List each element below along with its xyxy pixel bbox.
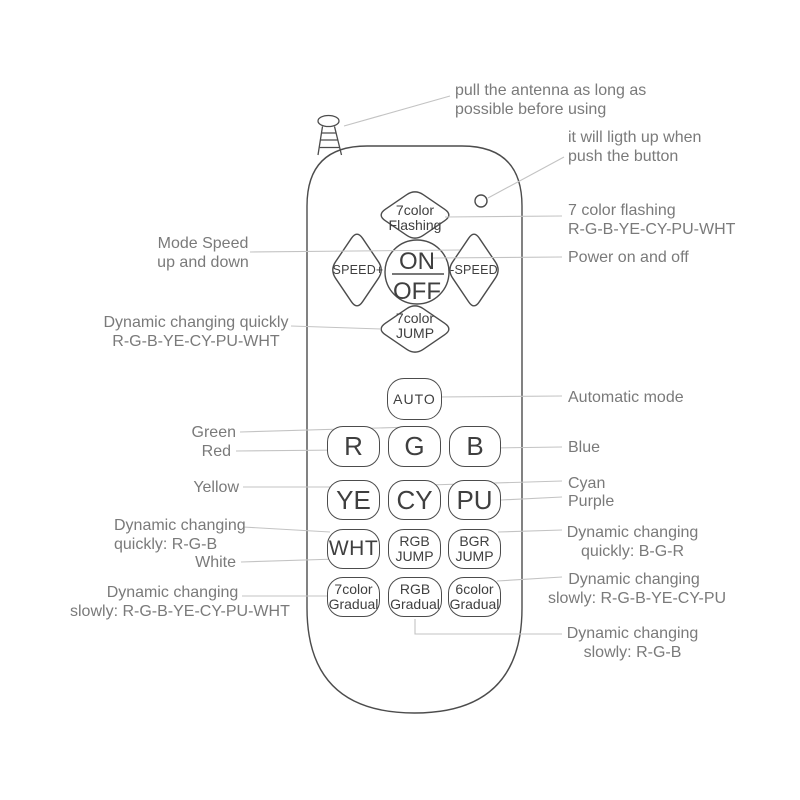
button-rgb-gradual[interactable]: RGB Gradual [388, 577, 442, 617]
annotation-white: White [195, 554, 236, 571]
annotation-dyn-quick-7: Dynamic changing quickly R-G-B-YE-CY-PU-WHT [103, 314, 289, 350]
annotation-red: Red [201, 443, 231, 460]
label-on: ON [399, 248, 435, 275]
button-auto[interactable]: AUTO [387, 378, 442, 420]
annotation-blue: Blue [568, 439, 601, 456]
annotation-dyn-quick-rgb: Dynamic changing quickly: R-G-B [114, 517, 246, 553]
button-purple[interactable]: PU [448, 480, 501, 520]
annotation-green: Green [191, 424, 236, 441]
button-yellow[interactable]: YE [327, 480, 380, 520]
annotation-purple: Purple [568, 493, 615, 510]
label-speed-minus: -SPEED [450, 263, 498, 277]
button-cyan[interactable]: CY [388, 480, 441, 520]
annotation-flashing: 7 color flashing R-G-B-YE-CY-PU-WHT [568, 202, 736, 238]
annotation-cyan: Cyan [568, 475, 606, 492]
led-indicator-icon [475, 195, 487, 207]
annotation-led: it will ligth up when push the button [568, 129, 702, 165]
annotation-power: Power on and off [568, 249, 689, 266]
button-6color-gradual[interactable]: 6color Gradual [448, 577, 501, 617]
label-7color-flashing: 7color Flashing [388, 202, 442, 233]
label-7color-jump: 7color JUMP [395, 310, 435, 341]
annotation-dyn-slow-7: Dynamic changing slowly: R-G-B-YE-CY-PU-WHT [70, 584, 290, 620]
button-blue[interactable]: B [449, 426, 501, 467]
button-red[interactable]: R [327, 426, 380, 467]
label-off: OFF [393, 278, 441, 305]
button-bgr-jump[interactable]: BGR JUMP [448, 529, 501, 569]
button-white[interactable]: WHT [327, 529, 380, 569]
antenna-icon [318, 116, 342, 156]
button-7color-gradual[interactable]: 7color Gradual [327, 577, 380, 617]
annotation-dyn-quick-bgr: Dynamic changing quickly: B-G-R [566, 524, 699, 560]
annotation-antenna: pull the antenna as long as possible before using [455, 82, 647, 118]
annotation-dyn-slow-6: Dynamic changing slowly: R-G-B-YE-CY-PU [548, 571, 727, 607]
annotation-dyn-slow-rgb: Dynamic changing slowly: R-G-B [566, 625, 699, 661]
label-speed-plus: SPEED+ [332, 263, 384, 277]
leader-antenna [344, 96, 450, 126]
annotation-yellow: Yellow [193, 479, 239, 496]
annotation-mode-speed: Mode Speed up and down [157, 235, 249, 271]
button-green[interactable]: G [388, 426, 441, 467]
button-rgb-jump[interactable]: RGB JUMP [388, 529, 441, 569]
annotation-auto: Automatic mode [568, 389, 684, 406]
